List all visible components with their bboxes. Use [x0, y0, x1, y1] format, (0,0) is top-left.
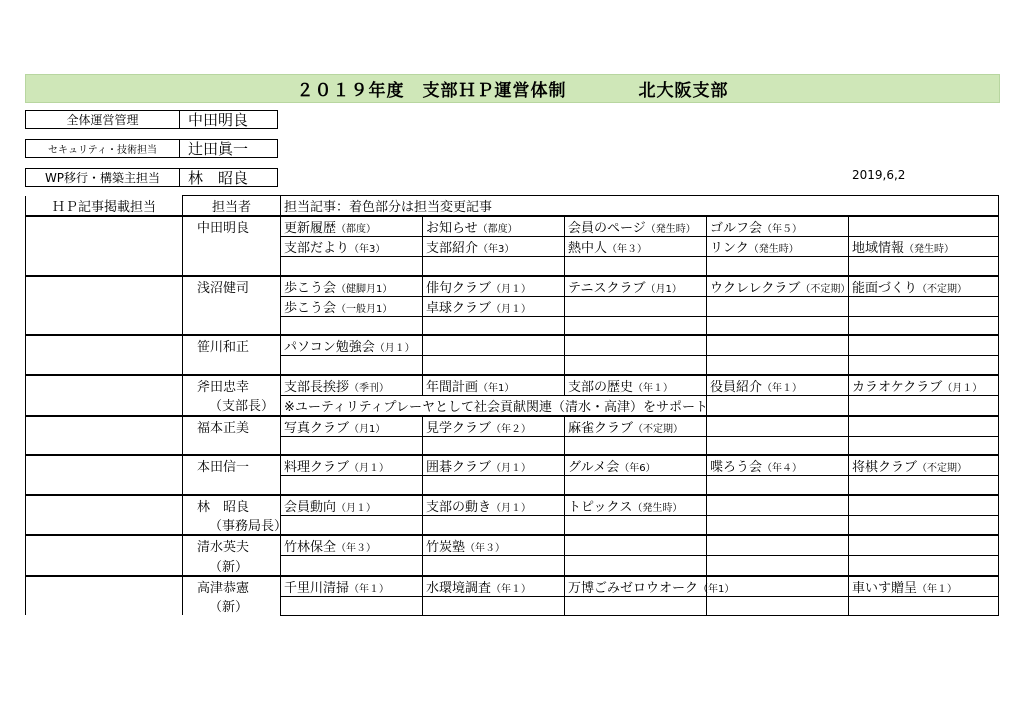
person-name: 斧田忠幸: [183, 375, 281, 396]
table-row: [26, 515, 999, 535]
article-cell: [849, 556, 999, 576]
article-cell: [849, 476, 999, 495]
article-cell: [565, 316, 707, 335]
article-cell: [707, 535, 849, 556]
article-frequency: （月１）: [491, 303, 532, 315]
article-frequency: （年１）: [633, 382, 674, 394]
article-cell: [423, 335, 565, 356]
article-cell: [565, 335, 707, 356]
article-cell: [281, 335, 423, 356]
table-row: [26, 495, 999, 516]
article-cell: [565, 495, 707, 516]
role-row: [25, 110, 278, 129]
article-cell: [707, 216, 849, 237]
article-frequency: （年3）: [349, 244, 386, 255]
person-sub: [183, 296, 281, 316]
person-name: 笹川和正: [183, 335, 281, 356]
person-sub: [183, 436, 281, 455]
article-title: 喋ろう会: [710, 460, 763, 475]
article-cell: [707, 476, 849, 495]
article-title: グルメ会: [568, 460, 620, 475]
article-cell: [423, 276, 565, 297]
section-cell: [26, 296, 183, 316]
person-sub: （支部長）: [183, 395, 281, 416]
section-cell: [26, 316, 183, 335]
article-title: 将棋クラブ: [852, 460, 918, 475]
article-frequency: （年４）: [762, 463, 803, 474]
note-header: 担当記事：着色部分は担当変更記事: [281, 196, 999, 217]
person-sub: （事務局長）: [183, 515, 281, 535]
section-cell: [26, 375, 183, 396]
article-title: 卓球クラブ: [426, 300, 492, 316]
article-title: 歩こう会: [284, 300, 337, 316]
article-cell: [423, 535, 565, 556]
article-cell: [281, 476, 423, 495]
article-cell: [423, 596, 565, 615]
article-frequency: （年1）: [698, 583, 735, 595]
article-title: 役員紹介: [710, 379, 763, 395]
article-title: 地域情報: [852, 241, 905, 256]
table-row: [26, 296, 999, 316]
article-cell: [281, 495, 423, 516]
section-cell: [26, 455, 183, 476]
article-title: 竹林保全: [284, 540, 337, 555]
article-cell: [281, 535, 423, 556]
article-cell: [423, 556, 565, 576]
article-cell: [423, 296, 565, 316]
article-cell: [281, 316, 423, 335]
article-cell: [565, 375, 707, 396]
document-date: 2019,6,2: [852, 168, 906, 182]
article-title: 写真クラブ: [284, 420, 350, 436]
person-name: 林 昭良: [183, 495, 281, 516]
article-frequency: （月１）: [942, 382, 983, 394]
article-cell: [849, 216, 999, 237]
article-cell: [281, 356, 423, 375]
article-cell: [707, 296, 849, 316]
article-cell: [707, 596, 849, 615]
article-frequency: （月1）: [349, 423, 386, 435]
role-row: [25, 139, 278, 158]
role-label: WP移行・構築主担当: [25, 168, 180, 187]
article-cell: [423, 316, 565, 335]
role-label: セキュリティ・技術担当: [25, 139, 180, 158]
article-frequency: （年１）: [349, 583, 390, 595]
article-cell: [849, 296, 999, 316]
table-row: [26, 237, 999, 257]
table-row: [26, 216, 999, 237]
section-cell: [26, 395, 183, 416]
article-frequency: （月１）: [374, 343, 415, 354]
article-cell: [423, 237, 565, 257]
person-sub: [183, 316, 281, 335]
article-cell: [707, 395, 849, 416]
article-cell: [423, 515, 565, 535]
article-frequency: （年５）: [762, 224, 803, 235]
assignment-table: [25, 195, 999, 616]
article-title: 熱中人: [568, 241, 608, 256]
section-cell: [26, 416, 183, 437]
person-name: 浅沼健司: [183, 276, 281, 297]
article-title: 水環境調査: [426, 580, 492, 596]
table-row: [26, 436, 999, 455]
article-frequency: （発生時）: [904, 244, 955, 255]
article-cell: [565, 515, 707, 535]
title-year: ２０１９年度: [296, 81, 405, 101]
article-title: 万博ごみゼロウオーク: [568, 580, 699, 596]
article-cell: [281, 257, 423, 276]
article-cell: [849, 596, 999, 615]
section-cell: [26, 596, 183, 615]
article-cell: [707, 375, 849, 396]
article-title: 見学クラブ: [426, 420, 492, 436]
article-cell: [849, 237, 999, 257]
article-frequency: （月１）: [491, 502, 532, 514]
article-cell: [565, 556, 707, 576]
article-title: リンク: [710, 241, 749, 256]
article-title: ゴルフ会: [710, 221, 763, 236]
article-cell: [423, 455, 565, 476]
section-cell: [26, 257, 183, 276]
article-cell: [849, 395, 999, 416]
article-title: 能面づくり: [852, 280, 918, 296]
table-row: [26, 596, 999, 615]
article-cell: [707, 455, 849, 476]
article-frequency: （年3）: [478, 244, 515, 255]
person-name: 清水英夫: [183, 535, 281, 556]
article-cell: [565, 596, 707, 615]
table-row: [26, 556, 999, 576]
article-cell: [281, 237, 423, 257]
article-frequency: （月１）: [491, 463, 532, 474]
article-cell: [565, 237, 707, 257]
table-row: [26, 576, 999, 597]
person-name: 高津恭憲: [183, 576, 281, 597]
table-row: [26, 375, 999, 396]
article-cell: [849, 436, 999, 455]
article-cell: [281, 436, 423, 455]
role-row: [25, 168, 278, 187]
article-frequency: （年１）: [491, 583, 532, 595]
article-title: 支部だより: [284, 241, 350, 256]
article-frequency: （年1）: [478, 382, 515, 394]
article-cell: [281, 455, 423, 476]
article-frequency: （月1）: [645, 283, 682, 295]
article-cell: [849, 416, 999, 437]
section-cell: [26, 495, 183, 516]
article-cell: [565, 535, 707, 556]
table-row: [26, 335, 999, 356]
table-row: [26, 356, 999, 375]
table-row: [26, 455, 999, 476]
article-cell: [849, 335, 999, 356]
title-main: 支部ＨＰ運営体制: [422, 81, 567, 101]
article-cell: [849, 495, 999, 516]
article-frequency: （不定期）: [917, 283, 968, 295]
article-frequency: （年１）: [917, 583, 958, 595]
article-title: カラオケクラブ: [852, 379, 943, 395]
article-frequency: （月１）: [336, 502, 377, 514]
article-cell: [565, 416, 707, 437]
section-cell: [26, 556, 183, 576]
person-sub: [183, 237, 281, 257]
article-title: 支部の歴史: [568, 379, 634, 395]
person-name: 福本正美: [183, 416, 281, 437]
section-cell: [26, 436, 183, 455]
article-cell: [707, 335, 849, 356]
article-cell: [565, 296, 707, 316]
article-cell: [423, 375, 565, 396]
article-cell: [423, 476, 565, 495]
article-cell: [849, 316, 999, 335]
article-title: 竹炭塾: [426, 540, 466, 555]
article-frequency: （年３）: [336, 543, 377, 554]
person-sub: [183, 356, 281, 375]
article-cell: [565, 436, 707, 455]
article-cell: [565, 276, 707, 297]
article-cell: [423, 257, 565, 276]
page-title: [25, 74, 1000, 103]
article-cell: [281, 556, 423, 576]
article-cell: [707, 556, 849, 576]
article-cell: [281, 216, 423, 237]
section-cell: [26, 276, 183, 297]
article-cell: [565, 216, 707, 237]
article-cell: [707, 316, 849, 335]
article-cell: [849, 257, 999, 276]
article-frequency: （年１）: [762, 382, 803, 394]
article-title: テニスクラブ: [568, 280, 646, 296]
article-frequency: （不定期）: [800, 283, 851, 295]
article-frequency: （年6）: [619, 463, 656, 474]
article-cell: [707, 436, 849, 455]
article-cell: [565, 576, 735, 597]
article-frequency: （発生時）: [632, 502, 683, 514]
article-title: お知らせ: [426, 221, 478, 236]
article-frequency: （年３）: [607, 244, 648, 255]
article-cell: [423, 216, 565, 237]
article-cell: [281, 416, 423, 437]
article-frequency: （発生時）: [748, 244, 799, 255]
role-label: 全体運営管理: [25, 110, 180, 129]
article-cell: [423, 356, 565, 375]
title-branch: 北大阪支部: [638, 81, 729, 101]
article-frequency: （一般月1）: [336, 303, 393, 315]
article-title: 麻雀クラブ: [568, 420, 634, 436]
role-name: 中田明良: [180, 110, 278, 129]
section-cell: [26, 356, 183, 375]
article-cell: [281, 296, 423, 316]
article-frequency: （不定期）: [917, 463, 968, 474]
article-cell: [281, 596, 423, 615]
article-title: ウクレレクラブ: [710, 280, 801, 296]
article-frequency: （月１）: [491, 283, 532, 295]
article-title: 年間計画: [426, 379, 479, 395]
article-frequency: （都度）: [477, 224, 518, 235]
section-cell: [26, 216, 183, 237]
article-cell: [707, 495, 849, 516]
article-title: トピックス: [568, 499, 633, 515]
article-frequency: （発生時）: [645, 224, 696, 235]
article-frequency: （年２）: [491, 423, 532, 435]
section-cell: [26, 476, 183, 495]
article-cell: [423, 495, 565, 516]
article-cell: [849, 276, 999, 297]
article-cell: [281, 276, 423, 297]
article-cell: [565, 476, 707, 495]
person-sub: （新）: [183, 556, 281, 576]
person-header: 担当者: [183, 196, 281, 217]
article-title: 千里川清掃: [284, 580, 350, 596]
section-cell: [26, 237, 183, 257]
person-name: 本田信一: [183, 455, 281, 476]
article-frequency: （年３）: [465, 543, 506, 554]
article-cell: [707, 276, 849, 297]
article-cell: [281, 576, 423, 597]
article-cell: [423, 416, 565, 437]
table-row: [26, 257, 999, 276]
article-cell: [849, 375, 999, 396]
article-cell: [423, 436, 565, 455]
article-cell: [565, 356, 707, 375]
article-title: 支部長挨拶: [284, 379, 350, 395]
article-title: 更新履歴: [284, 221, 337, 236]
article-frequency: （月１）: [349, 463, 390, 474]
article-frequency: （季刊）: [349, 382, 390, 394]
table-row: [26, 395, 999, 416]
article-title: 料理クラブ: [284, 460, 350, 475]
person-sub: （新）: [183, 596, 281, 615]
article-title: 歩こう会: [284, 280, 337, 296]
article-cell: [849, 356, 999, 375]
table-row: [26, 535, 999, 556]
article-cell: [707, 257, 849, 276]
article-cell: [281, 515, 423, 535]
article-cell: [849, 515, 999, 535]
article-title: 会員動向: [284, 499, 337, 515]
article-cell: [849, 576, 999, 597]
article-cell: [565, 455, 707, 476]
article-cell: [281, 375, 423, 396]
article-frequency: （都度）: [336, 224, 377, 235]
article-cell: [565, 257, 707, 276]
article-title: パソコン勉強会: [284, 340, 375, 355]
table-row: [26, 476, 999, 495]
article-cell: [707, 416, 849, 437]
article-title: 俳句クラブ: [426, 280, 492, 296]
section-cell: [26, 515, 183, 535]
article-cell: [707, 237, 849, 257]
article-title: 車いす贈呈: [852, 580, 918, 596]
article-frequency: （健脚月1）: [336, 283, 393, 295]
article-cell: [849, 455, 999, 476]
article-cell: [707, 356, 849, 375]
person-name: 中田明良: [183, 216, 281, 237]
table-row: [26, 276, 999, 297]
article-title: 会員のページ: [568, 221, 646, 236]
role-name: 辻田眞一: [180, 139, 278, 158]
article-title: 支部紹介: [426, 241, 479, 256]
article-cell: [707, 515, 849, 535]
section-cell: [26, 535, 183, 556]
person-sub: [183, 476, 281, 495]
article-title: 支部の動き: [426, 499, 492, 515]
article-cell: [849, 535, 999, 556]
article-cell: [423, 576, 565, 597]
table-row: [26, 316, 999, 335]
person-sub: [183, 257, 281, 276]
article-frequency: （不定期）: [633, 423, 684, 435]
section-label: ＨＰ記事掲載担当: [26, 196, 183, 217]
section-cell: [26, 335, 183, 356]
section-cell: [26, 576, 183, 597]
role-name: 林 昭良: [180, 168, 278, 187]
article-title: 囲碁クラブ: [426, 460, 492, 475]
table-row: [26, 416, 999, 437]
support-note: ※ユーティリティプレーヤとして社会貢献関連（清水・高津）をサポート: [281, 395, 707, 416]
